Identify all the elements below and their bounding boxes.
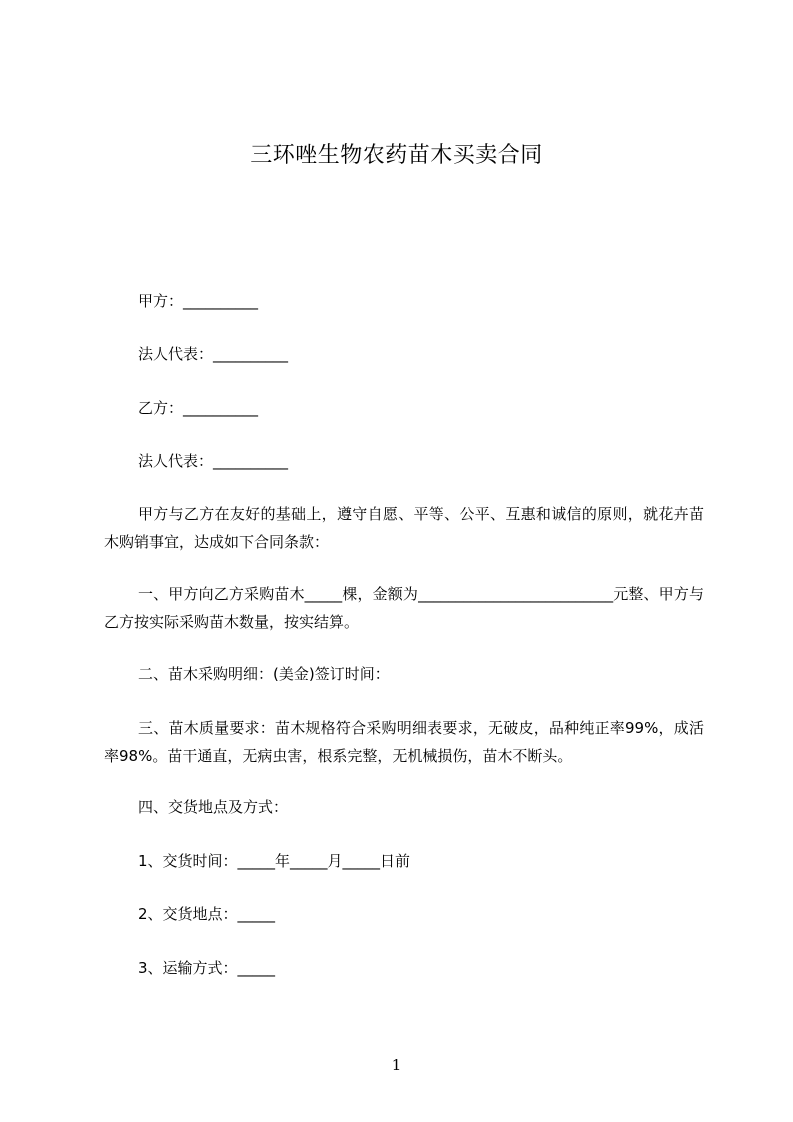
party-b-line: 乙方：__________ — [138, 399, 259, 417]
clause-1-paragraph: 一、甲方向乙方采购苗木_____棵，金额为__________________________元整、甲方与乙方按实际采购苗木数量，按实结算。 — [104, 585, 704, 631]
clause-2-paragraph: 二、苗木采购明细：(美金)签订时间： — [138, 665, 390, 683]
delivery-location-item: 2、交货地点：_____ — [138, 905, 276, 923]
legal-rep-b-line: 法人代表：__________ — [138, 452, 289, 470]
legal-rep-a-line: 法人代表：__________ — [138, 345, 289, 363]
clause-4-paragraph: 四、交货地点及方式： — [138, 798, 289, 816]
intro-paragraph: 甲方与乙方在友好的基础上，遵守自愿、平等、公平、互惠和诚信的原则，就花卉苗木购销事宜，达成如下合同条款： — [104, 505, 704, 551]
delivery-time-item: 1、交货时间：_____年_____月_____日前 — [138, 852, 411, 870]
page-number: 1 — [391, 1056, 402, 1074]
document-title: 三环唑生物农药苗木买卖合同 — [250, 143, 543, 168]
clause-3-paragraph: 三、苗木质量要求：苗木规格符合采购明细表要求，无破皮，品种纯正率99%，成活率98%。苗干通直，无病虫害，根系完整，无机械损伤，苗木不断头。 — [104, 719, 704, 765]
party-a-line: 甲方：__________ — [138, 292, 259, 310]
transport-method-item: 3、运输方式：_____ — [138, 959, 276, 977]
